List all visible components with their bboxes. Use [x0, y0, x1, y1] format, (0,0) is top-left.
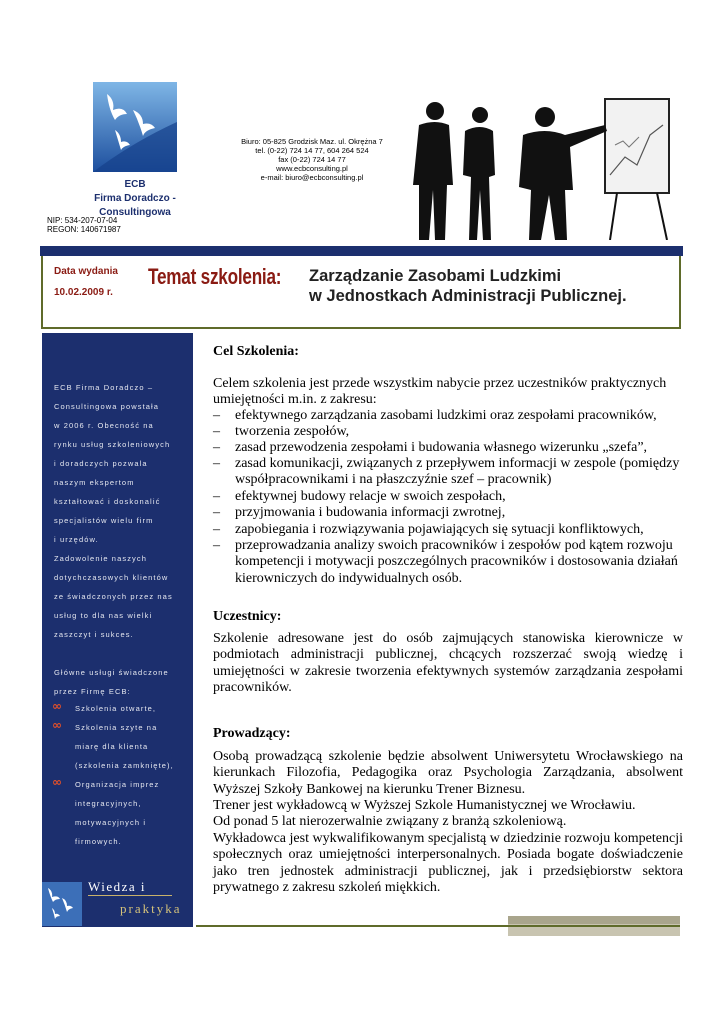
sidebar-logo	[42, 882, 82, 926]
nip: NIP: 534-207-07-04	[47, 216, 118, 225]
sidebar-text-line: Consultingowa powstała	[54, 402, 160, 411]
infinity-bullet-icon: ∞	[52, 775, 62, 789]
service-item: Szkolenia szyte na	[75, 723, 158, 732]
service-item-cont: motywacyjnych i	[75, 818, 147, 827]
issue-date-value: 10.02.2009 r.	[54, 287, 113, 298]
trainers-heading: Prowadzący:	[213, 726, 291, 741]
company-full-name: Firma Doradczo - Consultingowa	[94, 193, 176, 218]
footer-divider	[196, 925, 680, 927]
goal-list-item: – przeprowadzania analizy swoich pracowników i zespołów pod kątem rozwoju kompetencji i motywacji poszczególnych pracowników i dostosowania działań kierowniczych do indywidualnych osób.	[213, 538, 678, 586]
training-title-line2: w Jednostkach Administracji Publicznej.	[309, 287, 627, 305]
office-address	[210, 137, 414, 182]
sidebar-panel	[42, 333, 193, 927]
ecb-logo	[93, 82, 177, 172]
training-title-line1: Zarządzanie Zasobami Ludzkimi	[309, 267, 562, 285]
sidebar-text-line: Zadowolenie naszych	[54, 554, 148, 563]
goal-list-item: – zasad komunikacji, związanych z przepływem informacji w zespole (pomiędzy współpracownikami i na płaszczyźnie szef – pracownik)	[213, 456, 680, 488]
service-item: Szkolenia otwarte,	[75, 704, 157, 713]
service-item-cont: miarę dla klienta	[75, 742, 149, 751]
slogan-wiedza: Wiedza i	[88, 879, 147, 894]
participants-heading: Uczestnicy:	[213, 609, 282, 624]
goal-intro: Celem szkolenia jest przede wszystkim nabycie przez uczestników praktycznych umiejętności m.in. z zakresu:	[213, 376, 667, 408]
sidebar-text-line: i urzędów.	[54, 535, 99, 544]
phone-line: tel. (0-22) 724 14 77, 604 264 524	[255, 146, 369, 155]
participants-text: Szkolenie adresowane jest do osób zajmujących stanowiska kierownicze w podmiotach administracji publicznej, chcących rozszerzać swoją wiedzę i umiejętności w zakresie tworzenia efektywnych systemów zarządzania zespołami pracowników.	[213, 631, 683, 695]
sidebar-text-line: naszym ekspertom	[54, 478, 135, 487]
footer-accent-stripe	[508, 916, 680, 924]
sidebar-text-line: zaszczyt i sukces.	[54, 630, 134, 639]
service-item-cont: (szkolenia zamknięte),	[75, 761, 174, 770]
fax-line: fax (0-22) 724 14 77	[278, 155, 346, 164]
company-name-block	[60, 178, 210, 220]
service-item: Organizacja imprez	[75, 780, 160, 789]
service-item-cont: firmowych.	[75, 837, 122, 846]
email-link[interactable]: e-mail: biuro@ecbconsulting.pl	[260, 173, 364, 182]
company-short-name: ECB	[124, 179, 146, 190]
infinity-bullet-icon: ∞	[52, 699, 62, 713]
slogan-underline	[88, 895, 172, 896]
trainers-paragraph: Trener jest wykładowcą w Wyższej Szkole Humanistycznej we Wrocławiu.	[213, 798, 636, 813]
topic-label: Temat szkolenia:	[148, 264, 282, 289]
business-people-silhouette-image	[405, 95, 680, 240]
address-line: Biuro: 05-825 Grodzisk Maz. ul. Okrężna 7	[241, 137, 383, 146]
website-link[interactable]: www.ecbconsulting.pl	[276, 164, 348, 173]
sidebar-text-line: przez Firmę ECB:	[54, 687, 131, 696]
sidebar-text-line: ze świadczonych przez nas	[54, 592, 173, 601]
sidebar-text-line: kształtować i doskonalić	[54, 497, 161, 506]
header-divider-bar	[40, 246, 683, 256]
goal-heading: Cel Szkolenia:	[213, 344, 299, 359]
regon: REGON: 140671987	[47, 225, 121, 234]
sidebar-text-line: usług to dla nas wielki	[54, 611, 153, 620]
sidebar-text-line: ECB Firma Doradczo –	[54, 383, 154, 392]
sidebar-text-line: specjalistów wielu firm	[54, 516, 154, 525]
sidebar-text-line: Główne usługi świadczone	[54, 668, 169, 677]
infinity-bullet-icon: ∞	[52, 718, 62, 732]
trainers-paragraph: Wykładowca jest wykwalifikowanym specjalistą w dziedzinie rozwoju kompetencji społecznych oraz umiejętności interpersonalnych. Posiada bogate doświadczenie jako tren jednostek administracji publicznej, jak i przedsiębiorstw sektora prywatnego z zakresu szkoleń miękkich.	[213, 831, 683, 895]
trainers-paragraph: Od ponad 5 lat nierozerwalnie związany z branżą szkoleniową.	[213, 814, 567, 829]
issue-date-label: Data wydania	[54, 266, 118, 277]
sidebar-text-line: dotychczasowych klientów	[54, 573, 169, 582]
sidebar-text-line: w 2006 r. Obecność na	[54, 421, 154, 430]
trainers-paragraph: Osobą prowadzącą szkolenie będzie absolwent Uniwersytetu Wrocławskiego na kierunkach Filozofia, Pedagogika oraz Psychologia Zarządzania, absolwent Wyższej Szkoły Bankowej na kierunku Trener Biznesu.	[213, 749, 683, 797]
company-ids	[47, 216, 121, 234]
slogan-praktyka: praktyka	[120, 901, 182, 916]
training-title	[309, 266, 627, 306]
sidebar-text-line: i doradczych pozwala	[54, 459, 148, 468]
service-item-cont: integracyjnych,	[75, 799, 142, 808]
sidebar-text-line: rynku usług szkoleniowych	[54, 440, 171, 449]
